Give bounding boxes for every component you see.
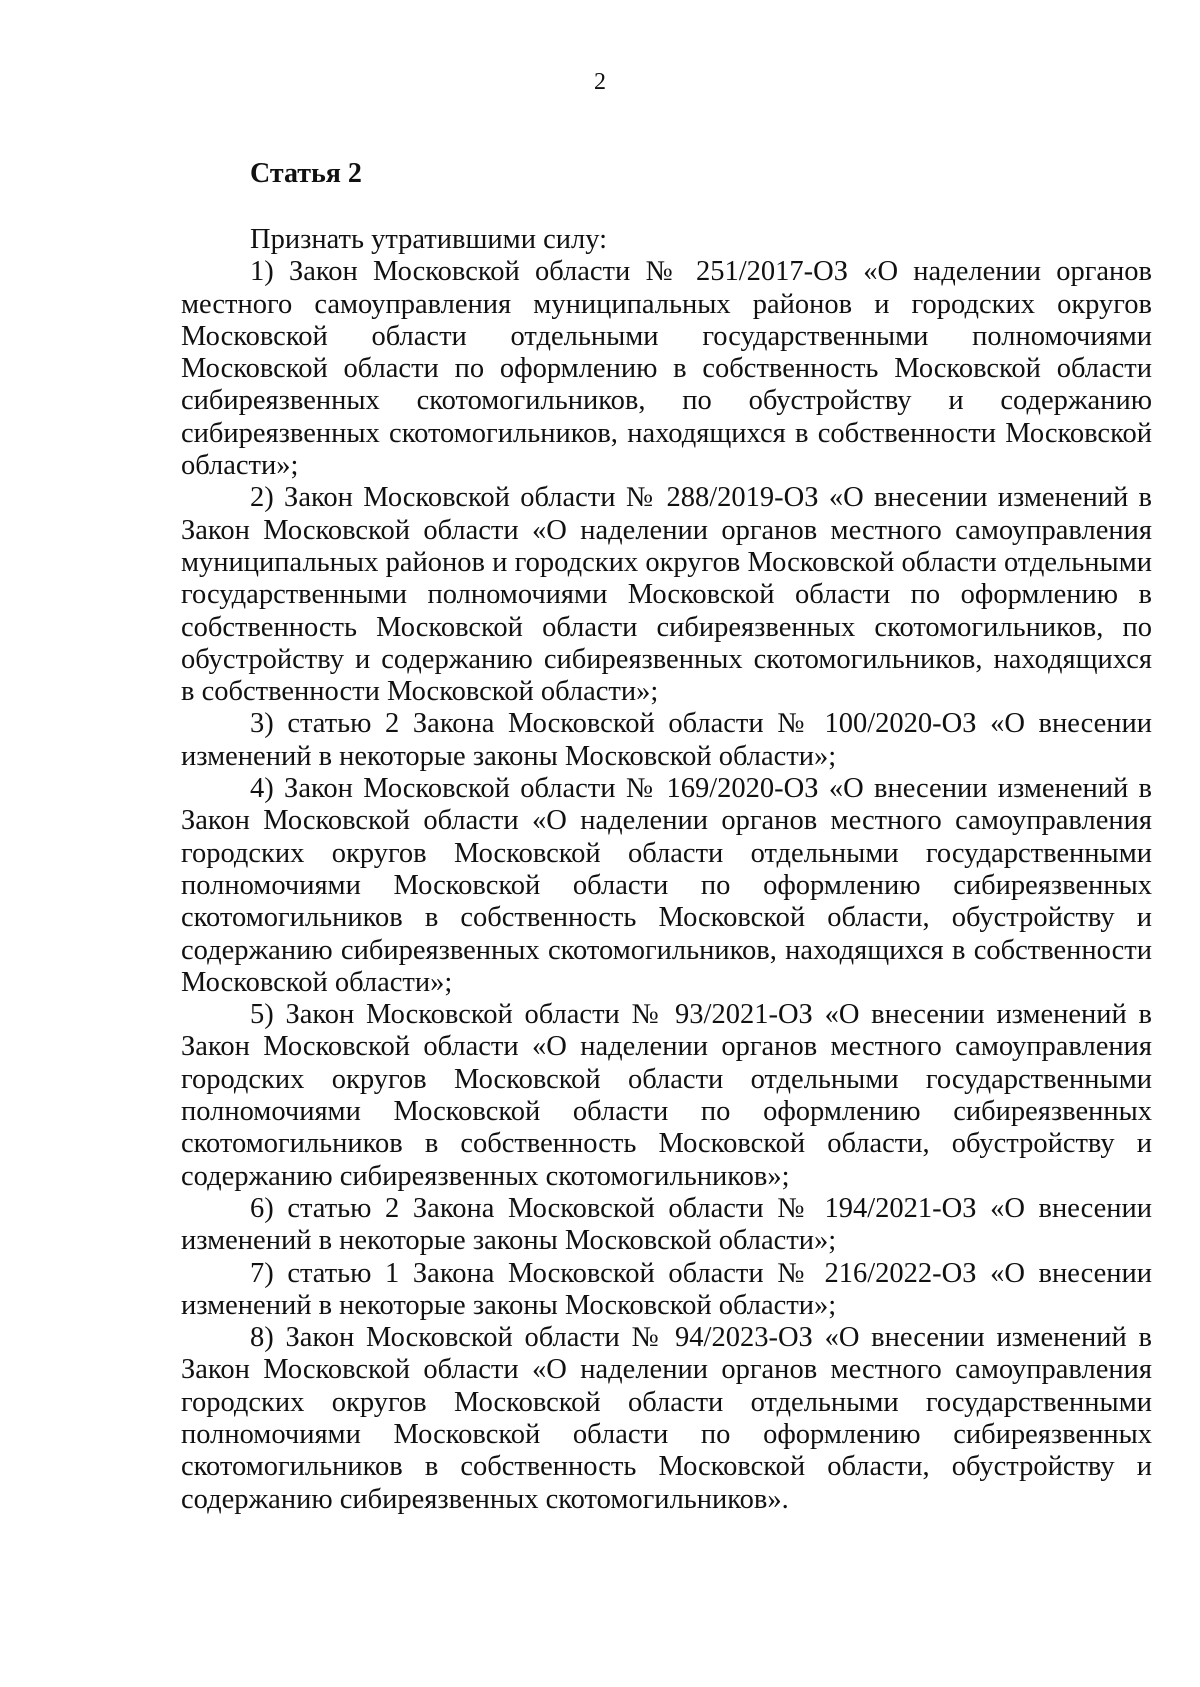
repealed-item-7: 7) статью 1 Закона Московской области № 216/2022-ОЗ «О внесении изменений в некоторые законы Московской области»;: [181, 1257, 1152, 1321]
repealed-item-8: 8) Закон Московской области № 94/2023-ОЗ «О внесении изменений в Закон Московской области «О наделении органов местного самоуправления городских округов Московской области отдельными государственными полномочиями Московской области по оформлению сибиреязвенных скотомогильников в собственность Московской области, обустройству и содержанию сибиреязвенных скотомогильников».: [181, 1322, 1152, 1515]
article-body: [181, 224, 1152, 1516]
repealed-item-5: 5) Закон Московской области № 93/2021-ОЗ «О внесении изменений в Закон Московской области «О наделении органов местного самоуправления городских округов Московской области отдельными государственными полномочиями Московской области по оформлению сибиреязвенных скотомогильников в собственность Московской области, обустройству и содержанию сибиреязвенных скотомогильников»;: [181, 999, 1152, 1192]
article-title: Статья 2: [250, 158, 362, 189]
repealed-item-1: 1) Закон Московской области № 251/2017-ОЗ «О наделении органов местного самоуправления муниципальных районов и городских округов Московской области отдельными государственными полномочиями Московской области по оформлению в собственность Московской области сибиреязвенных скотомогильников, по обустройству и содержанию сибиреязвенных скотомогильников, находящихся в собственности Московской области»;: [181, 256, 1152, 482]
repealed-item-4: 4) Закон Московской области № 169/2020-ОЗ «О внесении изменений в Закон Московской области «О наделении органов местного самоуправления городских округов Московской области отдельными государственными полномочиями Московской области по оформлению сибиреязвенных скотомогильников в собственность Московской области, обустройству и содержанию сибиреязвенных скотомогильников, находящихся в собственности Московской области»;: [181, 773, 1152, 998]
repealed-item-3: 3) статью 2 Закона Московской области № 100/2020-ОЗ «О внесении изменений в некоторые законы Московской области»;: [181, 708, 1152, 772]
repealed-item-2: 2) Закон Московской области № 288/2019-ОЗ «О внесении изменений в Закон Московской области «О наделении органов местного самоуправления муниципальных районов и городских округов Московской области отдельными государственными полномочиями Московской области по оформлению в собственность Московской области сибиреязвенных скотомогильников, по обустройству и содержанию сибиреязвенных скотомогильников, находящихся в собственности Московской области»;: [181, 482, 1152, 708]
page-number: 2: [594, 69, 606, 95]
article-intro: Признать утратившими силу:: [250, 224, 607, 255]
repealed-item-6: 6) статью 2 Закона Московской области № 194/2021-ОЗ «О внесении изменений в некоторые законы Московской области»;: [181, 1192, 1152, 1257]
